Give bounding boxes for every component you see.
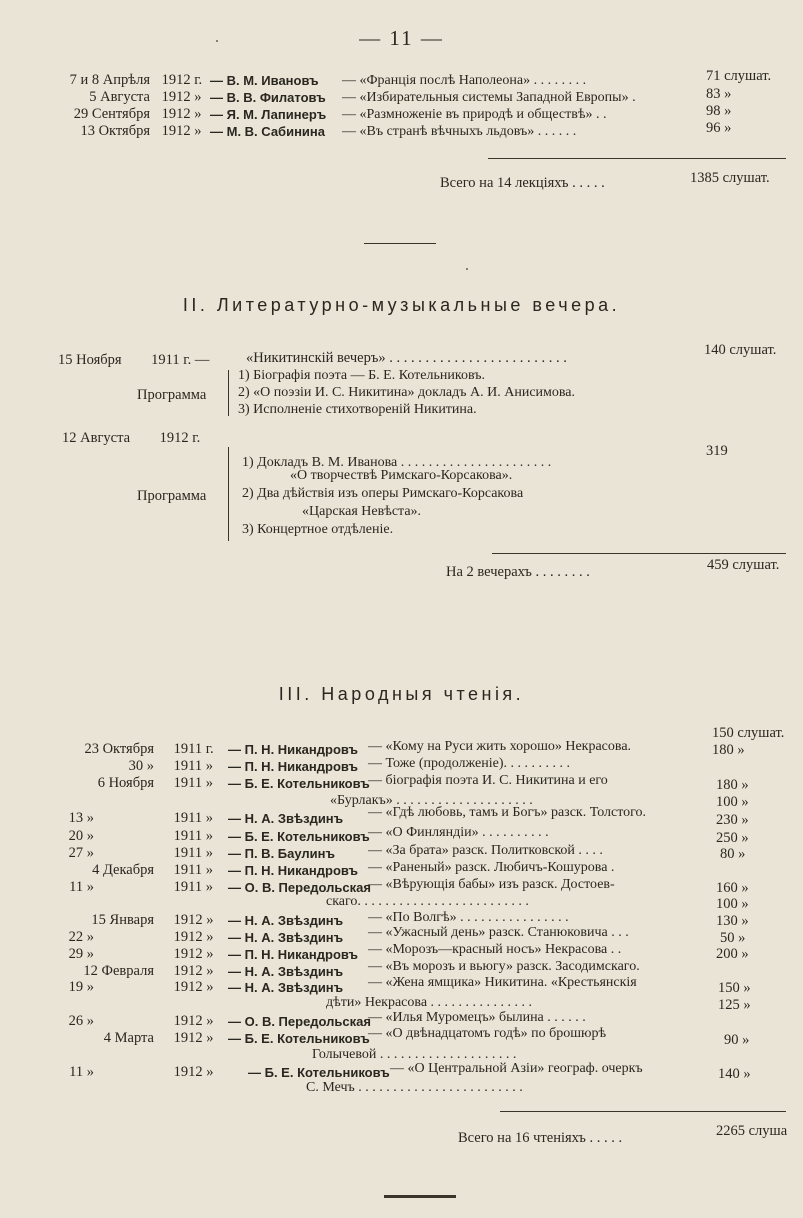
date: 7 и 8 Апрѣля: [69, 72, 150, 88]
list-item: [20, 1064, 230, 1081]
attendance: 90 »: [724, 1032, 750, 1048]
list-item: [58, 352, 209, 369]
topic: — «Гдѣ любовь, тамъ и Богъ» разск. Толстого.: [368, 805, 647, 820]
list-item: [20, 775, 230, 792]
date: 11 »: [69, 1064, 94, 1080]
date: 4 Декабря: [92, 862, 154, 878]
divider: [488, 158, 786, 159]
list-item: [20, 810, 230, 827]
program-item: 1) Бiографiя поэта — Б. Е. Котельниковъ.: [238, 368, 485, 383]
lecturer: — О. В. Передольская: [228, 1014, 371, 1029]
date: 22 »: [68, 929, 94, 945]
print-speck: [466, 268, 468, 270]
date: 12 Августа: [62, 430, 131, 446]
year: 1912 »: [173, 963, 214, 979]
attendance: 125 »: [718, 997, 751, 1013]
total-label: На 2 вечерахъ . . . . . . . .: [446, 564, 590, 580]
topic: — «Морозъ—красный носъ» Некрасова . .: [368, 942, 622, 957]
list-item: [20, 1030, 230, 1047]
year: 1912 »: [173, 929, 214, 945]
lecturer: — Н. А. Звѣздинъ: [228, 913, 344, 928]
program-label: Программа: [137, 488, 207, 504]
total-value: 459 слушат.: [707, 557, 780, 573]
year: 1911 г. —: [151, 352, 210, 368]
lecturer: — Б. Е. Котельниковъ: [228, 829, 370, 844]
divider: [500, 1111, 786, 1112]
lecturer: — Н. А. Звѣздинъ: [228, 930, 344, 945]
topic: — «Избирательныя системы Западной Европы» .: [342, 90, 636, 105]
attendance: 180 »: [716, 777, 749, 793]
year: 1911 »: [173, 828, 213, 844]
lecturer: — Н. А. Звѣздинъ: [228, 964, 344, 979]
topic: — «Раненый» разск. Любичъ-Кошурова .: [368, 860, 615, 875]
program-item: 3) Концертное отдѣленiе.: [242, 522, 394, 537]
topic: С. Мечъ . . . . . . . . . . . . . . . . . . . . . . . .: [306, 1080, 523, 1095]
attendance: 50 »: [720, 930, 746, 946]
topic: — «Кому на Руси жить хорошо» Некрасова.: [368, 739, 632, 754]
list-item: [28, 106, 240, 123]
list-item: [28, 123, 240, 140]
total-label: Всего на 14 лекцiяхъ . . . . .: [440, 175, 605, 191]
year: 1911 »: [173, 862, 213, 878]
list-item: [20, 946, 230, 963]
year: 1912 »: [161, 123, 202, 139]
year: 1912 »: [173, 946, 214, 962]
list-item: [20, 862, 230, 879]
lecturer: — П. В. Баулинъ: [228, 846, 336, 861]
list-item: [20, 1013, 230, 1030]
lecturer: — Н. А. Звѣздинъ: [228, 980, 344, 995]
list-item: [62, 430, 200, 447]
year: 1912 »: [173, 979, 214, 995]
date: 23 Октября: [84, 741, 154, 757]
lecturer: — М. В. Сабинина: [210, 124, 326, 139]
topic: «Бурлакъ» . . . . . . . . . . . . . . . . . . . .: [330, 793, 533, 808]
topic: дѣти» Некрасова . . . . . . . . . . . . . . .: [326, 995, 533, 1010]
date: 29 Сентября: [73, 106, 150, 122]
topic: — «За брата» разск. Политковской . . . .: [368, 843, 603, 858]
lecturer: — П. Н. Никандровъ: [228, 947, 359, 962]
list-item: [20, 758, 230, 775]
lecturer: — Б. Е. Котельниковъ: [228, 776, 370, 791]
list-item: [20, 929, 230, 946]
lecturer: — П. Н. Никандровъ: [228, 742, 359, 757]
attendance: 100 »: [716, 896, 749, 912]
lecturer: — В. В. Филатовъ: [210, 90, 326, 105]
topic: — Тоже (продолженiе). . . . . . . . . .: [368, 756, 570, 771]
year: 1911 »: [173, 775, 213, 791]
program-item: «Царская Невѣста».: [302, 504, 422, 519]
date: 19 »: [68, 979, 94, 995]
program-item: 2) «О поэзiи И. С. Никитина» докладъ А. И. Анисимова.: [238, 385, 576, 400]
date: 15 Ноября: [58, 352, 122, 368]
date: 11 »: [69, 879, 94, 895]
attendance: 96 »: [706, 120, 732, 136]
list-item: [20, 963, 230, 980]
date: 15 Января: [91, 912, 154, 928]
year: 1912 г.: [159, 430, 201, 446]
topic: — «О двѣнадцатомъ годѣ» по брошюрѣ: [368, 1026, 607, 1041]
attendance: 230 »: [716, 812, 749, 828]
topic: скаго. . . . . . . . . . . . . . . . . . . . . . . . .: [326, 894, 529, 909]
date: 13 Октября: [80, 123, 150, 139]
date: 27 »: [68, 845, 94, 861]
lecturer: — Я. М. Лапинеръ: [210, 107, 327, 122]
section-heading: III. Народныя чтенiя.: [278, 684, 525, 704]
lecturer: — Б. Е. Котельниковъ: [248, 1065, 390, 1080]
list-item: [20, 912, 230, 929]
event-title: «Никитинскiй вечеръ» . . . . . . . . . . . . . . . . . . . . . . . . .: [246, 350, 567, 366]
attendance: 319: [706, 443, 728, 459]
list-item: [20, 979, 230, 996]
topic: — «Размноженiе въ природѣ и обществѣ» . .: [342, 107, 607, 122]
topic: — «О Центральной Азiи» географ. очеркъ: [390, 1061, 643, 1076]
list-item: [20, 879, 230, 896]
page-number: — 11 —: [359, 26, 444, 50]
year: 1911 »: [173, 879, 213, 895]
year: 1912 »: [161, 89, 202, 105]
total-value: 1385 слушат.: [690, 170, 770, 186]
program-item: 3) Исполненiе стихотворенiй Никитина.: [238, 402, 477, 417]
attendance: 250 »: [716, 830, 749, 846]
attendance: 80 »: [720, 846, 746, 862]
year: 1911 »: [173, 845, 213, 861]
lecturer: — О. В. Передольская: [228, 880, 371, 895]
date: 29 »: [68, 946, 94, 962]
date: 20 »: [68, 828, 94, 844]
date: 6 Ноября: [97, 775, 154, 791]
attendance: 100 »: [716, 794, 749, 810]
date: 30 »: [128, 758, 154, 774]
brace: [228, 370, 229, 416]
attendance: 140 слушат.: [704, 342, 777, 358]
program-item: 1) Докладъ В. М. Иванова . . . . . . . . . . . . . . . . . . . . . .: [242, 455, 552, 470]
list-item: [20, 828, 230, 845]
attendance: 140 »: [718, 1066, 751, 1082]
year: 1911 »: [173, 810, 213, 826]
attendance: 150 слушат.: [712, 725, 785, 741]
topic: — «Въ странѣ вѣчныхъ льдовъ» . . . . . .: [342, 124, 577, 139]
attendance: 71 слушат.: [706, 68, 772, 84]
print-speck: [216, 40, 218, 42]
year: 1912 г.: [161, 72, 203, 88]
divider: [492, 553, 786, 554]
topic: — «О Финляндiи» . . . . . . . . . .: [368, 825, 549, 840]
year: 1912 »: [173, 1030, 214, 1046]
total-value: 2265 слуша: [716, 1123, 788, 1139]
date: 5 Августа: [89, 89, 150, 105]
year: 1911 г.: [173, 741, 214, 757]
date: 4 Марта: [103, 1030, 154, 1046]
year: 1912 »: [173, 1064, 214, 1080]
lecturer: — В. М. Ивановъ: [210, 73, 319, 88]
year: 1912 »: [161, 106, 202, 122]
year: 1912 »: [173, 912, 214, 928]
date: 26 »: [68, 1013, 94, 1029]
bottom-rule: [384, 1195, 456, 1198]
attendance: 98 »: [706, 103, 732, 119]
list-item: [28, 89, 240, 106]
lecturer: — П. Н. Никандровъ: [228, 759, 359, 774]
year: 1912 »: [173, 1013, 214, 1029]
lecturer: — П. Н. Никандровъ: [228, 863, 359, 878]
attendance: 150 »: [718, 980, 751, 996]
attendance: 160 »: [716, 880, 749, 896]
topic: — бiографiя поэта И. С. Никитина и его: [368, 773, 608, 788]
program-item: «О творчествѣ Римскаго-Корсакова».: [290, 468, 513, 483]
year: 1911 »: [173, 758, 213, 774]
topic: — «Вѣрующiя бабы» изъ разск. Достоев-: [368, 877, 615, 892]
lecturer: — Б. Е. Котельниковъ: [228, 1031, 370, 1046]
section-divider: [364, 243, 436, 244]
brace: [228, 447, 229, 541]
total-label: Всего на 16 чтенiяхъ . . . . .: [458, 1130, 623, 1146]
topic: — «Францiя послѣ Наполеона» . . . . . . . .: [342, 73, 587, 88]
topic: — «Ужасный день» разск. Станюковича . . .: [368, 925, 629, 940]
topic: — «Жена ямщика» Никитина. «Крестьянскiя: [368, 975, 637, 990]
lecturer: — Н. А. Звѣздинъ: [228, 811, 344, 826]
topic: — «По Волгѣ» . . . . . . . . . . . . . . . .: [368, 910, 569, 925]
attendance: 180 »: [712, 742, 745, 758]
topic: Голычевой . . . . . . . . . . . . . . . . . . . .: [312, 1047, 517, 1062]
program-item: 2) Два дѣйствiя изъ оперы Римскаго-Корсакова: [242, 486, 524, 501]
list-item: [20, 845, 230, 862]
list-item: [28, 72, 240, 89]
topic: — «Въ морозъ и вьюгу» разск. Засодимскаго.: [368, 959, 640, 974]
list-item: [20, 741, 230, 758]
attendance: 200 »: [716, 946, 749, 962]
date: 13 »: [68, 810, 94, 826]
program-label: Программа: [137, 387, 207, 403]
attendance: 130 »: [716, 913, 749, 929]
section-heading: II. Литературно-музыкальные вечера.: [182, 295, 621, 315]
date: 12 Февраля: [83, 963, 154, 979]
topic: — «Илья Муромецъ» былина . . . . . .: [368, 1010, 586, 1025]
attendance: 83 »: [706, 86, 732, 102]
